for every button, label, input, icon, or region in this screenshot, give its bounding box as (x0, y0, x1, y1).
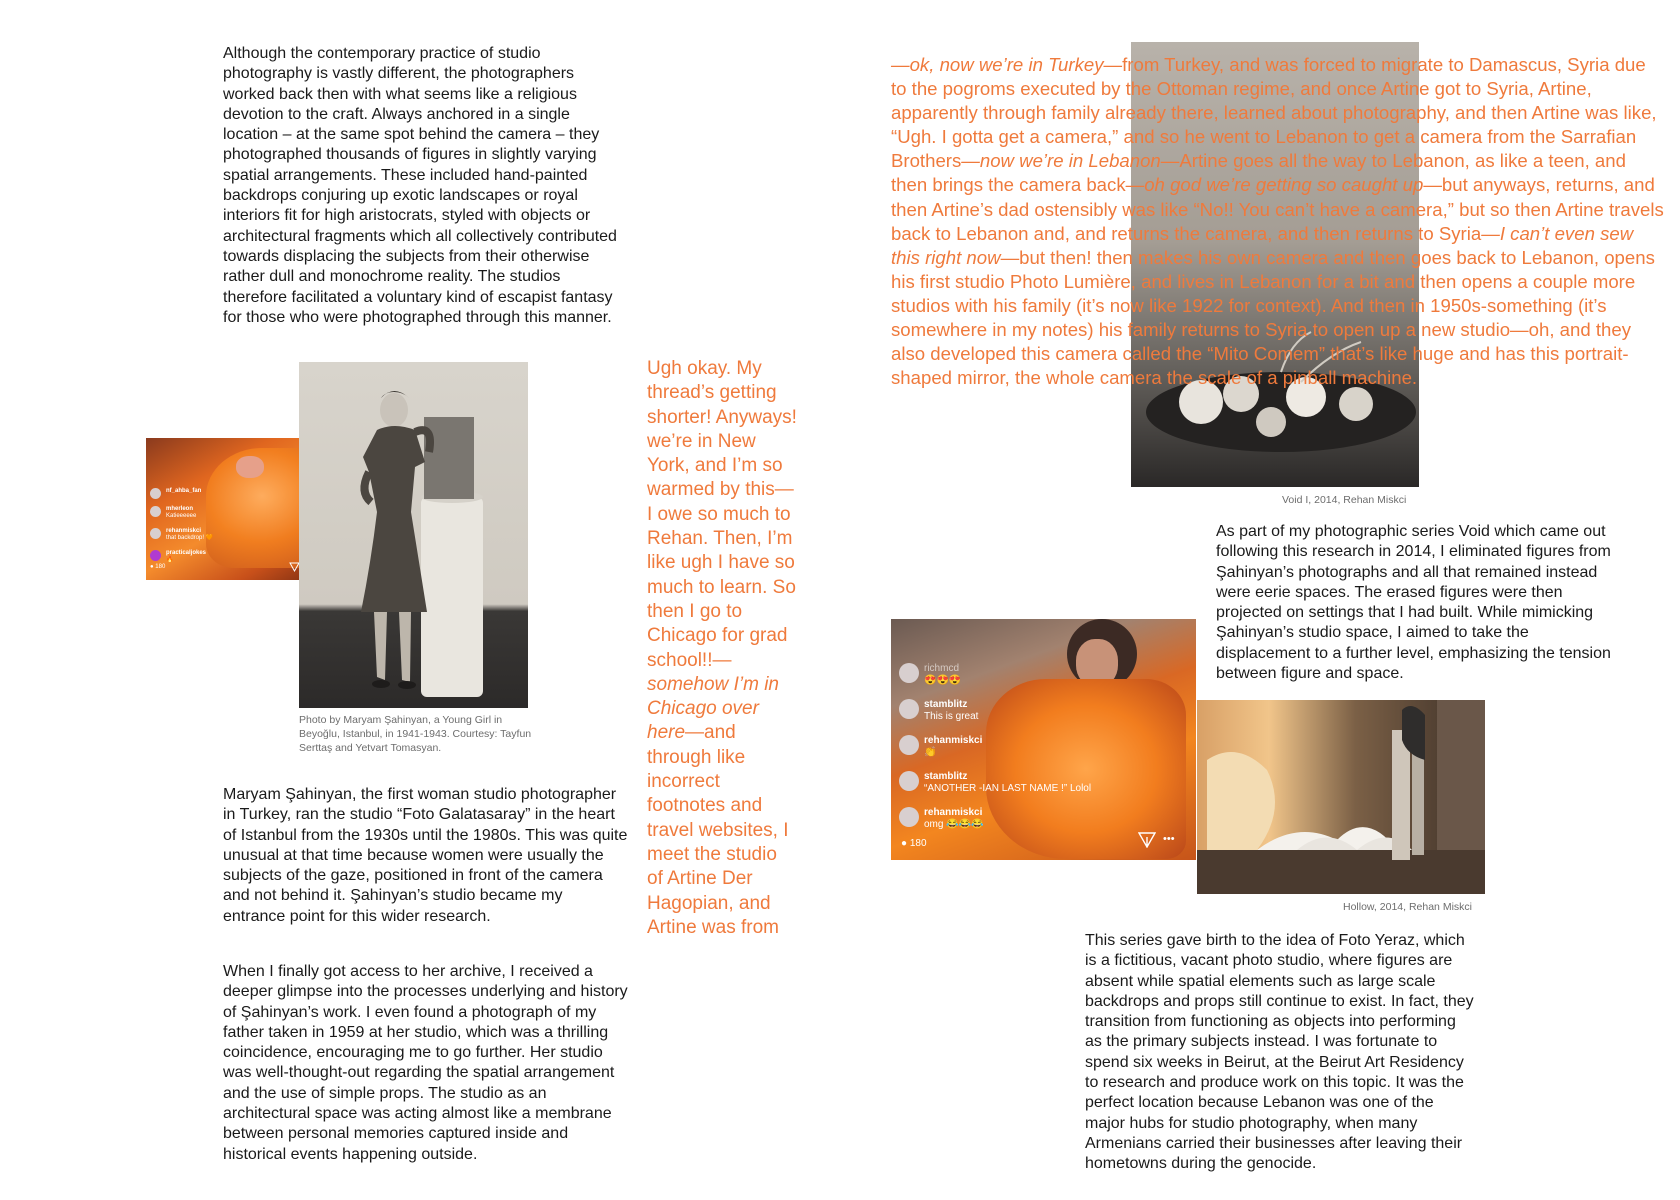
runon-italic-7: —I can’t even sew this right now (891, 222, 1634, 268)
chat-user: rehanmiskci (166, 528, 202, 534)
chat-user: mherleon (166, 506, 194, 512)
more-icon: ••• (1163, 833, 1175, 845)
run-on-narrative (891, 53, 1666, 390)
chat-message: that backdrop! 🧡 (166, 535, 214, 541)
avatar (899, 735, 919, 755)
viewer-count-value: 180 (909, 838, 927, 849)
portrait-figure (299, 362, 528, 708)
pull-quote-part-1: Ugh okay. My thread’s getting shorter! Anyways! we’re in New York, and I’m so warmed by this—I owe so much to Rehan. Then, I’m like ugh I have so much to learn. So then I go to Chicago for grad school!!— (647, 358, 797, 671)
paragraph-archive: When I finally got access to her archive, I received a deeper glimpse into the processes underlying and history of Şahinyan’s work. I even found a photograph of my father taken in 1959 at her studio, which was a thrilling coincidence, encouraging me to go further. Her studio was well-thought-out regarding the spatial arrangement and the use of simple props. The studio as an architectural space was acting almost like a membrane between personal memories captured inside and historical events happening outside. (223, 963, 628, 1163)
instagram-live-screenshot (891, 619, 1196, 860)
chat-row (150, 550, 206, 564)
runon-text-4: —Artine goes all the way to Lebanon, as like a teen, and then brings the camera back (891, 150, 1626, 196)
send-icon (1138, 832, 1156, 848)
intro-paragraph: Although the contemporary practice of studio photography is vastly different, the photographers worked back then with what seems like a religious devotion to the craft. Always anchored in a single location – at the same spot behind the camera – they photographed thousands of figures in slightly varying spatial arrangements. These included hand-painted backdrops conjuring up exotic landscapes or royal interiors fit for high aristocrats, styled with objects or architectural fragments which all collectively contributed towards displacing the subjects from their otherwise rather dull and monochrome reality. The studios therefore facilitated a voluntary kind of escapist fantasy for those who were photographed through this manner. (223, 45, 617, 326)
chat-message: omg 😂😂😂 (924, 819, 984, 830)
avatar (150, 528, 161, 539)
chat-user: rehanmiskci (924, 735, 983, 746)
runon-italic-1: —ok, now we’re in Turkey— (891, 54, 1123, 75)
void-caption: Void I, 2014, Rehan Miskci (1282, 494, 1407, 506)
portrait-caption: Photo by Maryam Şahinyan, a Young Girl in Beyoğlu, Istanbul, in 1941-1943. Courtesy: Tayfun Serttaş and Yetvart Tomasyan. (299, 714, 532, 754)
hollow-photo (1197, 700, 1485, 894)
runon-italic-3: —now we’re in Lebanon (961, 150, 1161, 172)
pull-quote-italic: somehow I’m in Chicago over here (647, 673, 779, 744)
chat-row (899, 771, 1091, 795)
hollow-scene (1197, 700, 1485, 894)
instagram-live-thumbnail (146, 438, 324, 580)
paragraph-foto-yeraz: This series gave birth to the idea of Foto Yeraz, which is a fictitious, vacant photo studio, where figures are absent while spatial elements such as large scale backdrops and props still continue to exist. In fact, they transition from functioning as objects into performing as the primary subjects instead. I was fortunate to spend six weeks in Beirut, at the Beirut Art Residency to research and produce work on this topic. It was the perfect location because Lebanon was one of the major hubs for studio photography, when many Armenians carried their businesses after leaving their hometowns during the genocide. (1085, 932, 1474, 1173)
avatar (899, 663, 919, 683)
viewer-count (901, 838, 927, 849)
chat-user: richmcd (924, 663, 960, 674)
runon-text-8: —but then! then makes his own camera and then goes back to Lebanon, opens his first studio Photo Lumière, and lives in Lebanon for a bit and then opens a couple more studios with his family (it’s now like 1922 for context). And then in 1950s-something (it’s somewhere in my notes) his family returns to Syria to open up a new studio—oh, and they also developed this camera called the “Mito Comem” that’s like huge and has this portrait-shaped mirror, the whole camera the scale of a pinball machine. (891, 246, 1655, 389)
chat-row (150, 506, 196, 520)
avatar (899, 771, 919, 791)
orange-fabric (986, 679, 1186, 859)
chat-user: nf_ahba_fan (166, 488, 202, 494)
hollow-caption: Hollow, 2014, Rehan Miskci (1343, 901, 1472, 913)
chat-message: Katieeeeee (166, 513, 197, 519)
chat-row (899, 807, 984, 831)
chat-user: stamblitz (924, 699, 968, 710)
chat-row (150, 488, 201, 499)
avatar (899, 699, 919, 719)
eye-icon: ● (901, 838, 908, 849)
chat-row (899, 735, 982, 759)
chat-message: “ANOTHER -IAN LAST NAME !” Lolol (924, 783, 1092, 794)
chat-user: stamblitz (924, 771, 968, 782)
chat-user: practicaljokes (166, 550, 207, 556)
viewer-count (150, 564, 165, 570)
eye-icon: ● (150, 564, 154, 570)
avatar (150, 488, 161, 499)
hand-shape (236, 456, 264, 478)
sahinyan-portrait-photo (299, 362, 528, 708)
runon-text-6: —but anyways, returns, and then Artine’s dad ostensibly was like “No!! You can’t have a camera,” but so then Artine travels back to Lebanon and, and returns the camera, and then returns to Syria (891, 174, 1664, 244)
avatar (150, 550, 161, 561)
chat-message: 👏 (924, 747, 937, 758)
chat-message: This is great (924, 711, 979, 722)
chat-row (899, 663, 961, 687)
paragraph-void-series: As part of my photographic series Void which came out following this research in 2014, I eliminated figures from Şahinyan’s photographs and all that remained instead were eerie spaces. The erased figures were then projected on settings that I had built. While mimicking Şahinyan’s studio space, I aimed to take the displacement to a further level, emphasizing the tension between figure and space. (1216, 523, 1611, 683)
pull-quote-part-3: —and through like incorrect footnotes and travel websites, I meet the studio of Artine Der Hagopian, and Artine was from (647, 722, 789, 938)
runon-text-2: from Turkey, and was forced to migrate to Damascus, Syria due to the pogroms executed by the Ottoman regime, and once Artine got to Syria, Artine, apparently through family already there, learned about photography, and then Artine was like, “Ugh. I gotta get a camera,” and so he went to Lebanon to get a camera from the Sarrafian Brothers (891, 54, 1657, 172)
chat-row (899, 699, 978, 723)
chat-user: rehanmiskci (924, 807, 983, 818)
avatar (899, 807, 919, 827)
runon-italic-5: —oh god we’re getting so caught up (1125, 174, 1424, 196)
pull-quote (647, 357, 797, 940)
paragraph-sahinyan-studio: Maryam Şahinyan, the first woman studio photographer in Turkey, ran the studio “Foto Galatasaray” in the heart of Istanbul from the 1930s until the 1980s. This was quite unusual at that time because women were usually the subjects of the gaze, positioned in front of the camera and not behind it. Şahinyan’s studio became my entrance point for this wider research. (223, 786, 628, 925)
chat-message: 🔥 (166, 557, 174, 563)
chat-row (150, 528, 213, 542)
avatar (150, 506, 161, 517)
chat-message: 😍😍😍 (924, 675, 962, 686)
viewer-count-value: 180 (155, 564, 166, 570)
